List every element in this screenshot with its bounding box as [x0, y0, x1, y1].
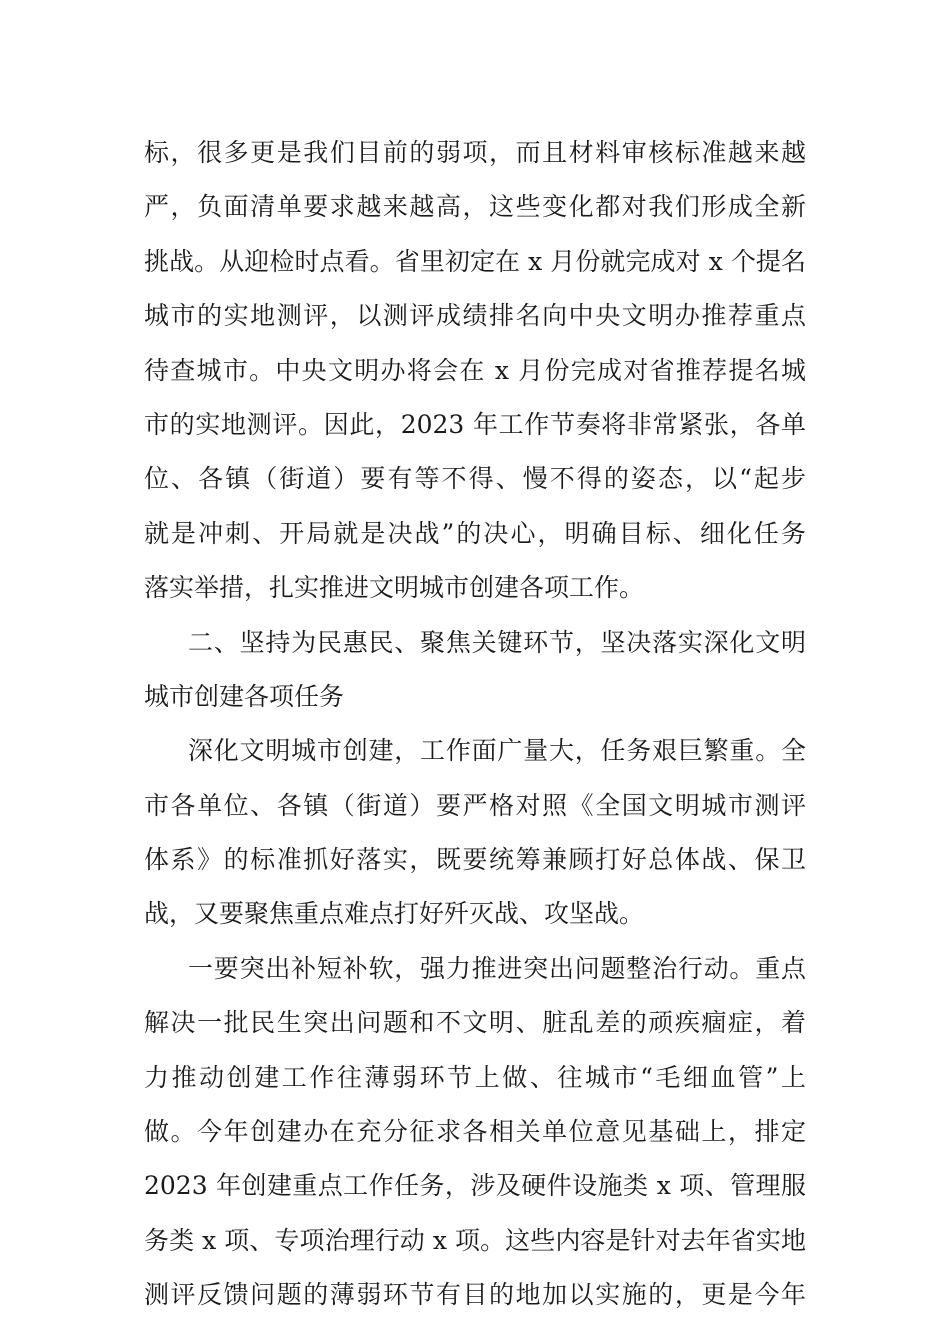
text-line: 严，负面清单要求越来越高，这些变化都对我们形成全新	[144, 192, 806, 222]
text-line: 深化文明城市创建，工作面广量大，任务艰巨繁重。全	[188, 736, 806, 766]
text-line: 市的实地测评。因此，2023 年工作节奏将非常紧张，各单	[144, 409, 806, 439]
text-line: 落实举措，扎实推进文明城市创建各项工作。	[144, 573, 645, 603]
text-line: 一要突出补短补软，强力推进突出问题整治行动。重点	[188, 953, 806, 983]
text-line: 位、各镇（街道）要有等不得、慢不得的姿态，以“起步	[144, 464, 806, 494]
text-line: 待查城市。中央文明办将会在 x 月份完成对省推荐提名城	[144, 355, 806, 385]
document-body	[144, 126, 806, 1323]
text-line: 务类 x 项、专项治理行动 x 项。这些内容是针对去年省实地	[144, 1225, 806, 1255]
text-line: 力推动创建工作往薄弱环节上做、往城市“毛细血管”上	[144, 1062, 806, 1092]
text-line: 城市的实地测评，以测评成绩排名向中央文明办推荐重点	[144, 301, 806, 331]
text-line: 解决一批民生突出问题和不文明、脏乱差的顽疾痼症，着	[144, 1008, 806, 1038]
text-line: 挑战。从迎检时点看。省里初定在 x 月份就完成对 x 个提名	[144, 246, 806, 276]
section-heading-line: 城市创建各项任务	[144, 681, 345, 711]
text-line: 体系》的标准抓好落实，既要统筹兼顾打好总体战、保卫	[144, 845, 806, 875]
text-line: 市各单位、各镇（街道）要严格对照《全国文明城市测评	[144, 790, 806, 820]
text-line: 战，又要聚焦重点难点打好歼灭战、攻坚战。	[144, 899, 645, 929]
section-heading-line: 二、坚持为民惠民、聚焦关键环节，坚决落实深化文明	[188, 627, 806, 657]
text-line: 做。今年创建办在充分征求各相关单位意见基础上，排定	[144, 1117, 806, 1147]
text-line: 测评反馈问题的薄弱环节有目的地加以实施的，更是今年	[144, 1280, 806, 1310]
text-line: 就是冲刺、开局就是决战”的决心，明确目标、细化任务	[144, 518, 806, 548]
text-line: 2023 年创建重点工作任务，涉及硬件设施类 x 项、管理服	[144, 1171, 806, 1201]
text-line: 标，很多更是我们目前的弱项，而且材料审核标准越来越	[144, 138, 806, 167]
